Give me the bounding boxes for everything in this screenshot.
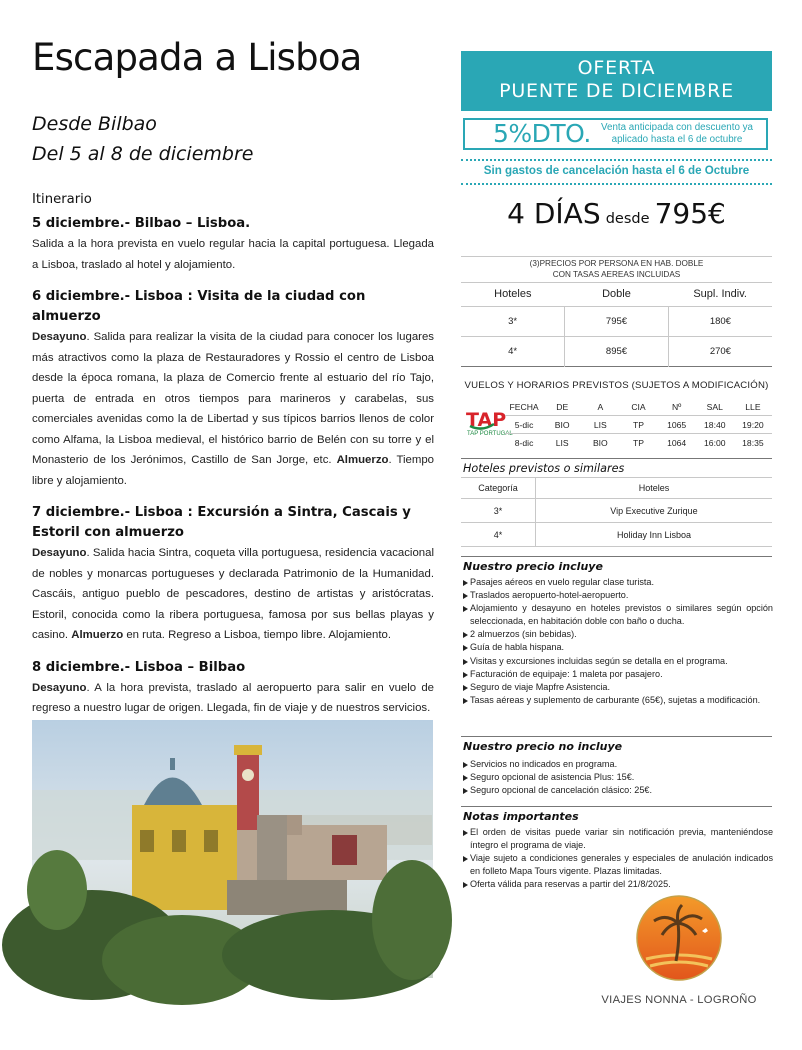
list-item: Facturación de equipaje: 1 maleta por pasajero. <box>463 668 773 681</box>
excludes-list <box>463 758 773 797</box>
table-header-row: Categoría Hoteles <box>461 478 772 499</box>
pena-palace-photo <box>32 720 433 978</box>
divider <box>461 806 772 807</box>
includes-title: Nuestro precio incluye <box>463 560 603 573</box>
list-item: Oferta válida para reservas a partir del 21/8/2025. <box>463 878 773 891</box>
table-row: 3* Vip Executive Zurique <box>461 499 772 523</box>
includes-list <box>463 576 773 707</box>
dotted-divider <box>461 159 772 161</box>
table-header-row: Hoteles Doble Supl. Indiv. <box>494 288 747 300</box>
itinerary-heading: Itinerario <box>32 192 92 207</box>
duration-price <box>461 197 772 230</box>
meal-label: Almuerzo <box>71 629 124 641</box>
hotels-title: Hoteles previstos o similares <box>463 462 625 475</box>
hotels-table <box>461 478 772 547</box>
airline-name: TAP PORTUGAL <box>467 431 513 437</box>
meal-label: Desayuno <box>32 331 87 343</box>
meal-label: Desayuno <box>32 681 87 694</box>
list-item: Pasajes aéreos en vuelo regular clase turista. <box>463 576 773 589</box>
offer-line2: PUENTE DE DICIEMBRE <box>499 80 734 102</box>
notes-list <box>463 826 773 891</box>
list-item: Guía de habla hispana. <box>463 641 773 654</box>
divider <box>461 736 772 737</box>
flights-title: VUELOS Y HORARIOS PREVISTOS (SUJETOS A MODIFICACIÓN) <box>464 380 769 391</box>
list-item: Viaje sujeto a condiciones generales y especiales de anulación indicados en folleto Mapa Tours vigente. Plazas limitadas. <box>463 852 773 878</box>
list-item: Alojamiento y desayuno en hoteles previstos o similares según opción seleccionada, en habitación doble con baño o ducha. <box>463 602 773 628</box>
day-text: Desayuno. Salida hacia Sintra, coqueta villa portuguesa, residencia vacacional de nobles y monarcas portugueses y declarada Patrimonio de la Humanidad. Cascáis, antiguo pueblo de pescadores, destino de artistas y aristócratas. Estoril, conocida como la ribera portuguesa, famosa por sus bellas playas y casino. Almuerzo en ruta. Regreso a Lisboa, tiempo libre. Alojamiento. <box>32 547 434 641</box>
price-from: 795€ <box>654 197 726 230</box>
price-table <box>461 282 772 367</box>
cancellation-note: Sin gastos de cancelación hasta el 6 de Octubre <box>483 164 750 177</box>
list-item: Seguro de viaje Mapfre Asistencia. <box>463 681 773 694</box>
table-header-row: FECHA DE A CIA Nº SAL LLE <box>509 401 761 412</box>
table-row: 8-dic LIS BIO TP 1064 16:00 18:35 <box>505 434 772 452</box>
day-title: 6 diciembre.- Lisboa : Visita de la ciudad con almuerzo <box>32 289 366 324</box>
price-note: (3)PRECIOS POR PERSONA EN HAB. DOBLE CON TASAS AEREAS INCLUIDAS <box>529 259 704 279</box>
table-row: 5-dic BIO LIS TP 1065 18:40 19:20 <box>505 416 772 434</box>
agency-logo-icon <box>636 895 722 981</box>
tap-airline-logo <box>466 406 507 432</box>
divider <box>461 458 772 459</box>
day-title: 7 diciembre.- Lisboa : Excursión a Sintra, Cascais y Estoril con almuerzo <box>32 505 411 540</box>
discount-box <box>463 118 768 150</box>
notes-title: Notas importantes <box>463 810 579 823</box>
day-title: 5 diciembre.- Bilbao – Lisboa. <box>32 216 251 231</box>
day-text: Desayuno. A la hora prevista, traslado al aeropuerto para salir en vuelo de regreso a nuestro lugar de origen. Llegada, fin de viaje y de nuestros servicios. <box>32 681 434 714</box>
list-item: Servicios no indicados en programa. <box>463 758 773 771</box>
table-row: 3* 795€ 180€ <box>461 307 772 337</box>
list-item: 2 almuerzos (sin bebidas). <box>463 628 773 641</box>
offer-line1: OFERTA <box>577 57 656 79</box>
agency-name: VIAJES NONNA - LOGROÑO <box>601 994 757 1006</box>
list-item: El orden de visitas puede variar sin notificación previa, manteniéndose íntegro el programa de viaje. <box>463 826 773 852</box>
list-item: Seguro opcional de asistencia Plus: 15€. <box>463 771 773 784</box>
list-item: Seguro opcional de cancelación clásico: 25€. <box>463 784 773 797</box>
offer-banner <box>461 51 772 111</box>
itinerary <box>32 190 434 731</box>
meal-label: Desayuno <box>32 547 87 559</box>
meal-label: Almuerzo <box>336 454 389 466</box>
day-text: Desayuno. Salida para realizar la visita de la ciudad para conocer los lugares más atractivos como la plaza de Restauradores y Rossio el centro de Lisboa desde la época romana, la plaza de Comercio frente al estuario del río Tajo, puerta de entrada en otros tiempos para marineros y carabelas, sus comerciales avenidas como la de Libertad y sus típicos barrios llenos de color como Alfama, la Lisboa medieval, el histórico barrio de Belén con su torre y el Monasterio de los Jerónimos, Castillo de San Jorge, etc. Almuerzo. Tiempo libre y alojamiento. <box>32 331 434 487</box>
table-row: 4* 895€ 270€ <box>461 337 772 367</box>
divider <box>461 256 772 257</box>
tap-logo-text: TAP <box>466 409 507 431</box>
price-from-label: desde <box>605 211 650 227</box>
discount-value: 5%DTO. <box>493 119 591 148</box>
dotted-divider <box>461 183 772 185</box>
list-item: Tasas aéreas y suplemento de carburante (65€), sujetas a modificación. <box>463 694 773 707</box>
divider <box>461 556 772 557</box>
day-text: Salida a la hora prevista en vuelo regular hacia la capital portuguesa. Llegada a Lisboa, traslado al hotel y alojamiento. <box>32 238 434 271</box>
flights-table <box>505 398 772 451</box>
table-row: 4* Holiday Inn Lisboa <box>461 523 772 547</box>
page-title: Escapada a Lisboa <box>32 36 362 79</box>
list-item: Visitas y excursiones incluidas según se detalla en el programa. <box>463 655 773 668</box>
duration-days: 4 DÍAS <box>507 197 601 230</box>
excludes-title: Nuestro precio no incluye <box>463 740 623 753</box>
day-title: 8 diciembre.- Lisboa – Bilbao <box>32 659 246 675</box>
list-item: Traslados aeropuerto-hotel-aeropuerto. <box>463 589 773 602</box>
discount-note: Venta anticipada con descuento ya aplicado hasta el 6 de octubre <box>601 122 753 145</box>
trip-origin: Desde Bilbao <box>32 113 157 135</box>
trip-dates: Del 5 al 8 de diciembre <box>32 143 254 165</box>
